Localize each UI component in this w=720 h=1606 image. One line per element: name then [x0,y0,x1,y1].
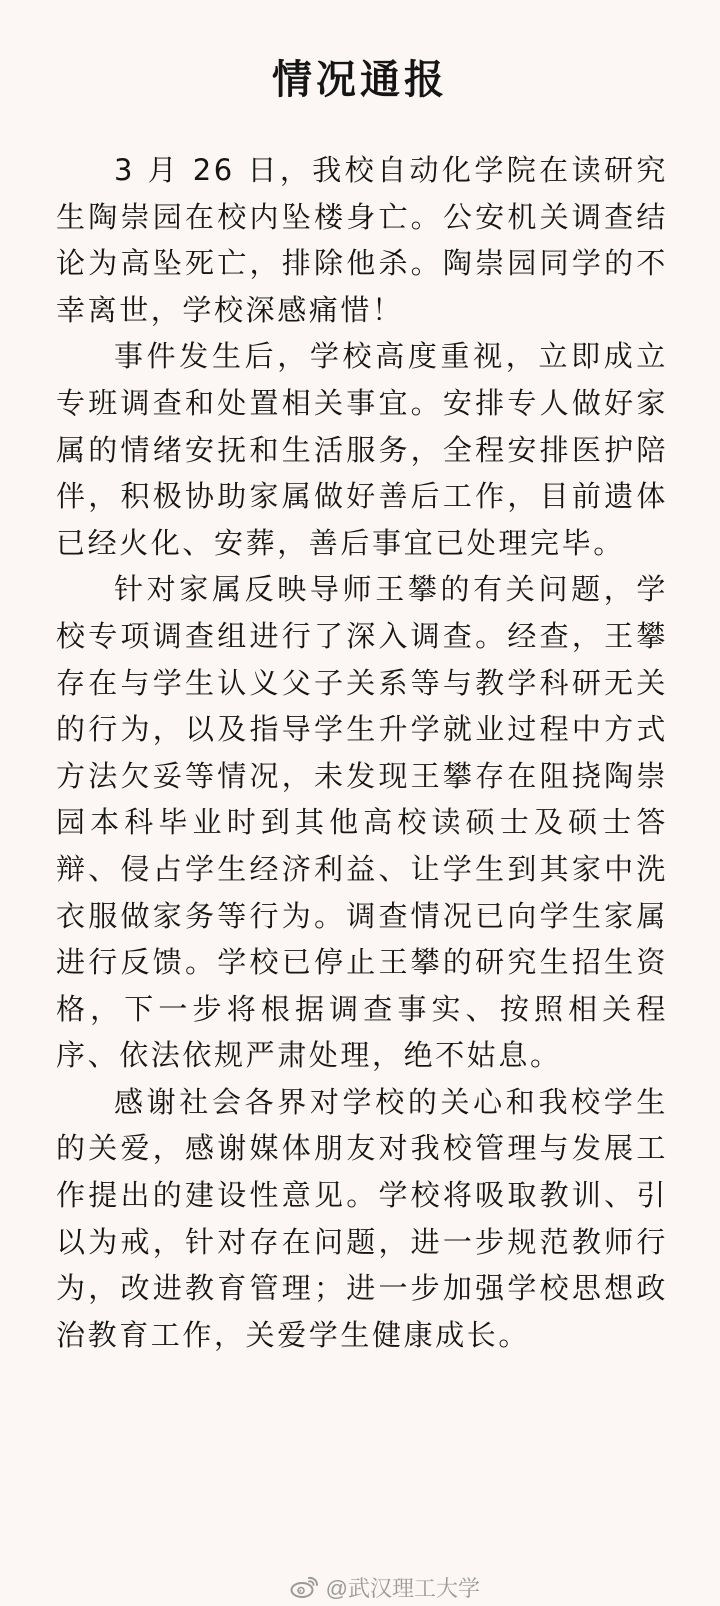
page-title: 情况通报 [272,57,448,103]
paragraph-1: 3 月 26 日，我校自动化学院在读研究生陶崇园在校内坠楼身亡。公安机关调查结论为高坠死亡，排除他杀。陶崇园同学的不幸离世，学校深感痛惜！ [56,153,668,327]
paragraph-4: 感谢社会各界对学校的关心和我校学生的关爱，感谢媒体朋友对我校管理与发展工作提出的建设性意见。学校将吸取教训、引以为戒，针对存在问题，进一步规范教师行为，改进教育管理；进一步加强学校思想政治教育工作，关爱学生健康成长。 [56,1084,668,1352]
watermark-text: @武汉理工大学 [325,1575,480,1601]
notice-body [56,147,668,1358]
paragraph-2: 事件发生后，学校高度重视，立即成立专班调查和处置相关事宜。安排专人做好家属的情绪安抚和生活服务，全程安排医护陪伴，积极协助家属做好善后工作，目前遗体已经火化、安葬，善后事宜已处理完毕。 [56,339,668,560]
weibo-watermark [290,1572,480,1602]
paragraph-3: 针对家属反映导师王攀的有关问题，学校专项调查组进行了深入调查。经查，王攀存在与学生认义父子关系等与教学科研无关的行为，以及指导学生升学就业过程中方式方法欠妥等情况，未发现王攀存在阻挠陶崇园本科毕业时到其他高校读硕士及硕士答辩、侵占学生经济利益、让学生到其家中洗衣服做家务等行为。调查情况已向学生家属进行反馈。学校已停止王攀的研究生招生资格，下一步将根据调查事实、按照相关程序、依法依规严肃处理，绝不姑息。 [56,572,668,1073]
weibo-icon [290,1575,320,1599]
